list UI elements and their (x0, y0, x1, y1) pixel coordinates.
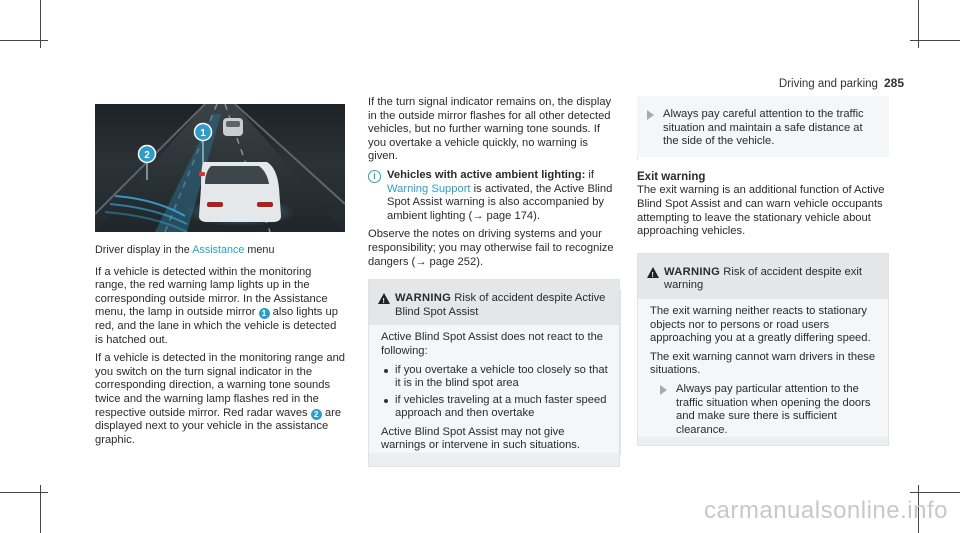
text: is activated, the Active Blind Spot Assist warning is also accompanied by ambient lighting (→ page 174). (387, 182, 613, 222)
text: If a vehicle is detected within the monitoring range, the red warning lamp lights up in the corresponding outside mirror. In the Assistance menu, the lamp in outside mirror (95, 265, 328, 319)
text: if (585, 168, 595, 181)
running-header (779, 76, 904, 90)
paragraph: The exit warning is an additional function of Active Blind Spot Assist and can warn vehicle occupants attempting to leave the stationary vehicle about approaching vehicles. (637, 184, 885, 238)
text: are displayed next to your vehicle in the assistance graphic. (95, 406, 342, 446)
paragraph: The exit warning neither reacts to stationary objects nor to persons or road users approaching you at a greatly differing speed. (650, 304, 871, 345)
warning-label: WARNING (395, 292, 452, 305)
warning-body (369, 325, 619, 453)
callout-badge-1: 1 (259, 308, 270, 319)
paragraph: Active Blind Spot Assist may not give warnings or intervene in such situations. (381, 425, 580, 452)
driver-display-figure (95, 104, 345, 232)
page-number: 285 (883, 76, 904, 90)
action-item (637, 108, 881, 149)
text: If a vehicle is detected in the monitoring range and you switch on the turn signal indicator in the corresponding direction, a warning tone sounds twice and the warning lamp flashes red in the respective outside mirror. Red radar waves (95, 352, 346, 419)
figure-badge-2: 2 (144, 150, 150, 161)
arrow-right-icon (647, 110, 654, 120)
crop-mark (0, 492, 48, 493)
paragraph (95, 352, 345, 447)
column-3 (637, 96, 889, 446)
section-title: Exit warning (637, 170, 706, 183)
paragraph (95, 266, 345, 348)
paragraph: The exit warning cannot warn drivers in these situations. (650, 350, 876, 377)
warning-title: Risk of accident despite exit warning (664, 265, 862, 292)
figure-caption (95, 244, 345, 258)
assistance-graphic (95, 104, 345, 232)
warning-triangle-icon: ! (647, 267, 659, 278)
crop-mark (0, 40, 48, 41)
paragraph: If the turn signal indicator remains on, the display in the outside mirror flashes for all other detected vehicles, but no further warning tone sounds. If you overtake a vehicle quickly, no warning is given. (368, 96, 612, 163)
warning-triangle-icon: ! (378, 293, 390, 304)
action-text: Always pay careful attention to the traffic situation and maintain a safe distance at the side of the vehicle. (663, 108, 864, 148)
info-note (368, 169, 620, 223)
caption-text: menu (244, 244, 275, 256)
warning-body (638, 299, 888, 437)
watermark: carmanualsonline.info (704, 497, 948, 524)
caption-text: Driver display in the (95, 244, 193, 256)
note-heading: Vehicles with active ambient lighting: (387, 168, 586, 181)
column-2 (368, 96, 620, 467)
list-item: if vehicles traveling at a much faster speed approach and then overtake (381, 394, 609, 421)
warning-continuation (637, 96, 889, 157)
section-name: Driving and parking (778, 78, 878, 90)
action-text: Always pay particular attention to the traffic situation when opening the doors and make sure there is sufficient clearance. (676, 382, 871, 436)
text: also lights up red, and the lane in which the vehicle is detected is hatched out. (95, 306, 338, 346)
figure-badge-1: 1 (200, 128, 206, 139)
warning-box (368, 279, 620, 467)
crop-mark (910, 492, 960, 493)
warning-box (637, 253, 889, 447)
arrow-right-icon (660, 385, 667, 395)
column-1 (95, 104, 345, 452)
warning-label: WARNING (664, 265, 721, 278)
paragraph: Observe the notes on driving systems and your responsibility; you may otherwise fail to recognize dangers (→ page 252). (368, 228, 614, 268)
action-item (650, 383, 878, 437)
assistance-link[interactable]: Assistance (192, 244, 245, 256)
paragraph: Active Blind Spot Assist does not react to the following: (381, 331, 604, 357)
callout-badge-2: 2 (311, 409, 322, 420)
info-icon: i (368, 170, 381, 183)
warning-header (369, 280, 619, 325)
warning-title: Risk of accident despite Active Blind Spot Assist (395, 292, 606, 318)
crop-mark (910, 40, 960, 41)
warning-header (638, 254, 888, 299)
divider (620, 290, 621, 455)
warning-support-link[interactable]: Warning Support (387, 182, 471, 195)
list-item: if you overtake a vehicle too closely so that it is in the blind spot area (381, 364, 609, 391)
